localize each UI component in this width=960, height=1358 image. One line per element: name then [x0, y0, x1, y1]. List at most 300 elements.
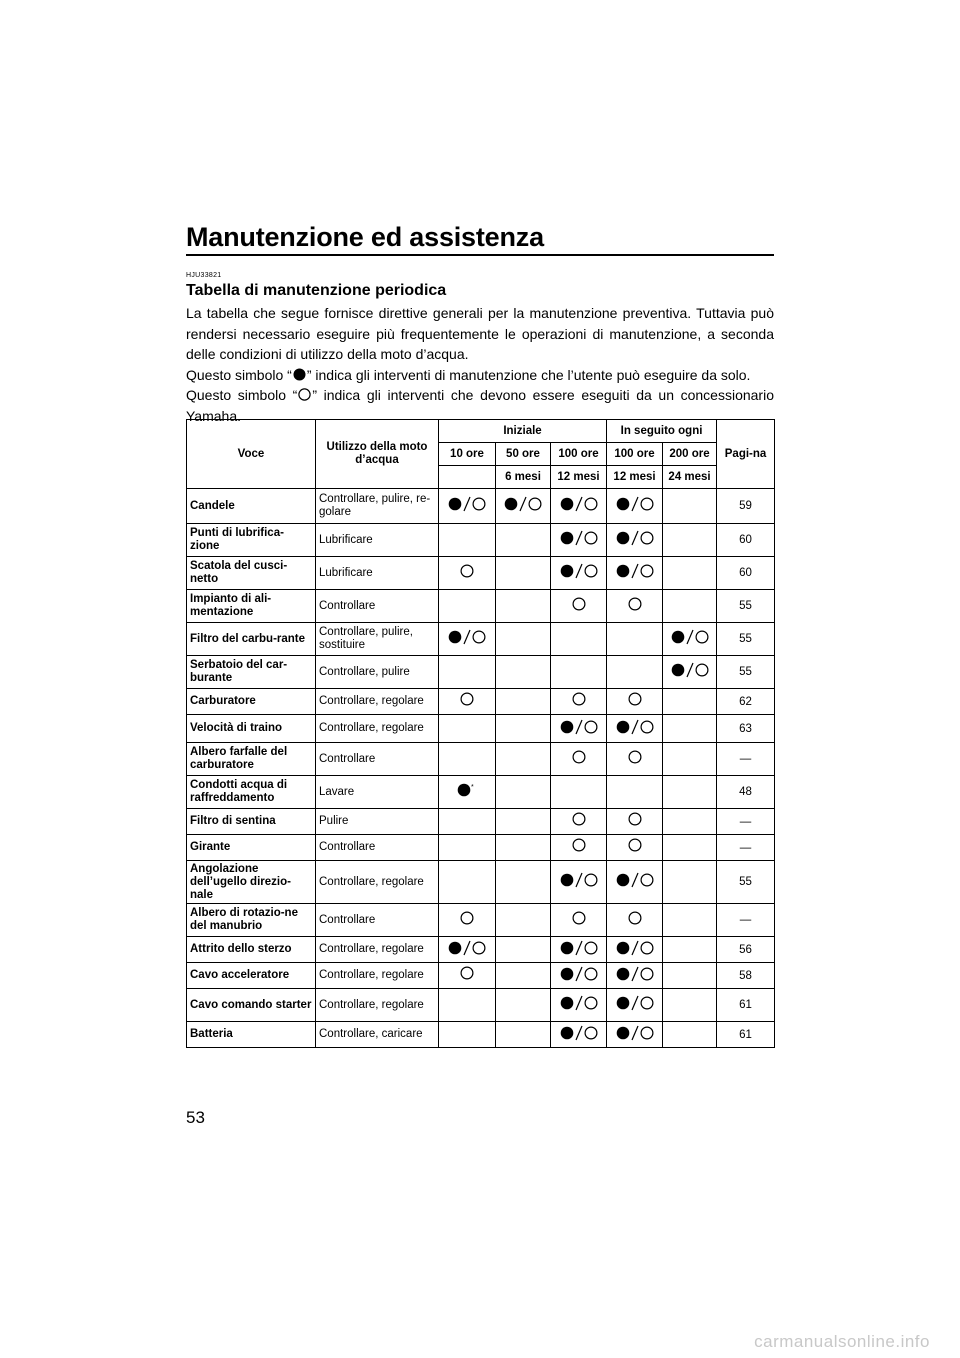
interval-cell: [607, 989, 663, 1022]
table-row: [187, 809, 775, 835]
header-every: In seguito ogni: [607, 420, 717, 443]
item-cell: Albero di rotazio-ne del manubrio: [187, 904, 316, 937]
item-cell: Velocità di traino: [187, 715, 316, 743]
interval-cell: [496, 904, 551, 937]
owner-or-dealer-mark: [560, 940, 598, 956]
table-row: [187, 524, 775, 557]
interval-cell: [496, 656, 551, 689]
open-circle-icon: [472, 497, 486, 511]
header-usage: Utilizzo della moto d’acqua: [316, 420, 439, 489]
page-ref-cell: 48: [717, 776, 775, 809]
open-circle-icon: [584, 564, 598, 578]
intro-paragraph: La tabella che segue fornisce direttive generali per la manutenzione preventiva. Tuttavia può rendersi necessario eseguire più frequentemente le operazioni di manutenzione, a seconda delle condizioni di utilizzo della moto d’acqua.: [186, 305, 774, 362]
interval-cell: [496, 989, 551, 1022]
interval-cell: [551, 809, 607, 835]
table-row: [187, 963, 775, 989]
action-cell: Controllare, pulire, re-golare: [316, 489, 439, 524]
action-cell: Controllare, regolare: [316, 715, 439, 743]
owner-or-dealer-mark: [504, 496, 542, 512]
open-circle-icon: [572, 597, 586, 611]
interval-cell: [439, 489, 496, 524]
table-row: [187, 590, 775, 623]
interval-cell: [496, 524, 551, 557]
page-ref-cell: 60: [717, 524, 775, 557]
open-circle-icon: [628, 812, 642, 826]
slash-separator-icon: [519, 496, 527, 512]
interval-cell: [439, 776, 496, 809]
interval-cell: [607, 623, 663, 656]
interval-cell: [551, 743, 607, 776]
open-circle-icon: [584, 1026, 598, 1040]
item-cell: Candele: [187, 489, 316, 524]
owner-mark-note: [457, 783, 477, 797]
open-circle-icon: [640, 564, 654, 578]
page-ref-cell: 56: [717, 937, 775, 963]
interval-cell: [663, 904, 717, 937]
filled-circle-icon: [560, 720, 574, 734]
interval-cell: [551, 937, 607, 963]
open-circle-icon: [695, 630, 709, 644]
interval-cell: [551, 835, 607, 861]
action-cell: Controllare, regolare: [316, 963, 439, 989]
slash-separator-icon: [575, 1025, 583, 1041]
action-cell: Controllare, caricare: [316, 1022, 439, 1048]
interval-cell: [496, 743, 551, 776]
slash-separator-icon: [686, 629, 694, 645]
slash-separator-icon: [575, 563, 583, 579]
slash-separator-icon: [686, 662, 694, 678]
slash-separator-icon: [631, 966, 639, 982]
item-cell: Scatola del cusci-netto: [187, 557, 316, 590]
slash-separator-icon: [631, 530, 639, 546]
open-circle-icon: [460, 911, 474, 925]
action-cell: Controllare, regolare: [316, 689, 439, 715]
interval-cell: [663, 776, 717, 809]
open-circle-icon: [640, 873, 654, 887]
interval-cell: [496, 590, 551, 623]
open-circle-icon: [584, 497, 598, 511]
filled-circle-icon: [616, 967, 630, 981]
filled-circle-icon: [504, 497, 518, 511]
interval-cell: [496, 623, 551, 656]
interval-cell: [439, 689, 496, 715]
slash-separator-icon: [631, 719, 639, 735]
filled-circle-icon: [560, 941, 574, 955]
open-circle-icon: [640, 996, 654, 1010]
header-item: Voce: [187, 420, 316, 489]
open-circle-icon: [628, 597, 642, 611]
interval-cell: [663, 835, 717, 861]
action-cell: Controllare, regolare: [316, 861, 439, 904]
open-circle-icon: [460, 564, 474, 578]
slash-separator-icon: [575, 940, 583, 956]
filled-circle-icon: [448, 941, 462, 955]
table-row: [187, 989, 775, 1022]
asterisk-icon: [471, 783, 477, 789]
page-ref-cell: —: [717, 809, 775, 835]
table-row: [187, 557, 775, 590]
interval-cell: [663, 689, 717, 715]
open-circle-icon: [572, 692, 586, 706]
table-body: [187, 489, 775, 1048]
owner-or-dealer-mark: [616, 995, 654, 1011]
interval-cell: [551, 715, 607, 743]
interval-cell: [663, 861, 717, 904]
interval-cell: [551, 557, 607, 590]
interval-cell: [551, 963, 607, 989]
open-circle-icon: [572, 838, 586, 852]
interval-cell: [439, 809, 496, 835]
owner-or-dealer-mark: [448, 940, 486, 956]
interval-cell: [496, 1022, 551, 1048]
owner-or-dealer-mark: [560, 563, 598, 579]
interval-cell: [607, 809, 663, 835]
open-circle-icon: [472, 941, 486, 955]
open-circle-icon: [628, 838, 642, 852]
owner-or-dealer-mark: [448, 496, 486, 512]
open-circle-icon: [584, 531, 598, 545]
slash-separator-icon: [631, 995, 639, 1011]
owner-or-dealer-mark: [671, 629, 709, 645]
page-ref-cell: 55: [717, 861, 775, 904]
interval-cell: [496, 937, 551, 963]
interval-cell: [607, 689, 663, 715]
slash-separator-icon: [575, 719, 583, 735]
slash-separator-icon: [575, 995, 583, 1011]
header-hours: 100 ore: [607, 443, 663, 466]
interval-cell: [607, 904, 663, 937]
page-ref-cell: 61: [717, 989, 775, 1022]
filled-circle-icon: [616, 996, 630, 1010]
interval-cell: [439, 715, 496, 743]
interval-cell: [607, 963, 663, 989]
item-cell: Filtro del carbu-rante: [187, 623, 316, 656]
slash-separator-icon: [575, 496, 583, 512]
page-title: Manutenzione ed assistenza: [186, 222, 544, 252]
svg-text:*: *: [471, 783, 474, 789]
interval-cell: [496, 861, 551, 904]
interval-cell: [496, 715, 551, 743]
owner-symbol-note: [186, 365, 774, 386]
header-page: Pagi-na: [717, 420, 775, 489]
header-months: [439, 466, 496, 489]
item-cell: Serbatoio del car-burante: [187, 656, 316, 689]
action-cell: Controllare: [316, 904, 439, 937]
slash-separator-icon: [575, 530, 583, 546]
interval-cell: [551, 489, 607, 524]
interval-cell: [551, 623, 607, 656]
owner-or-dealer-mark: [616, 496, 654, 512]
open-circle-icon: [572, 750, 586, 764]
interval-cell: [607, 1022, 663, 1048]
interval-cell: [607, 937, 663, 963]
owner-or-dealer-mark: [616, 530, 654, 546]
table-row: [187, 623, 775, 656]
owner-or-dealer-mark: [560, 530, 598, 546]
filled-circle-icon: [560, 564, 574, 578]
action-cell: Controllare, regolare: [316, 989, 439, 1022]
interval-cell: [439, 656, 496, 689]
interval-cell: [496, 963, 551, 989]
interval-cell: [496, 835, 551, 861]
owner-or-dealer-mark: [560, 719, 598, 735]
maintenance-table: [186, 419, 775, 1048]
interval-cell: [607, 776, 663, 809]
page-ref-cell: 59: [717, 489, 775, 524]
owner-note-end: ” indica gli interventi di manutenzione che l’utente può eseguire da solo.: [306, 366, 751, 383]
page-ref-cell: —: [717, 835, 775, 861]
interval-cell: [607, 656, 663, 689]
action-cell: Controllare, pulire: [316, 656, 439, 689]
filled-circle-icon: [448, 630, 462, 644]
action-cell: Controllare: [316, 835, 439, 861]
page-ref-cell: 60: [717, 557, 775, 590]
page-ref-cell: —: [717, 743, 775, 776]
slash-separator-icon: [463, 940, 471, 956]
open-circle-icon: [460, 966, 474, 980]
header-hours: 10 ore: [439, 443, 496, 466]
open-circle-icon: [572, 911, 586, 925]
header-initial: Iniziale: [439, 420, 607, 443]
open-circle-icon: [572, 812, 586, 826]
filled-circle-icon: [616, 720, 630, 734]
filled-circle-icon: [560, 967, 574, 981]
owner-note-start: Questo simbolo “: [186, 366, 292, 383]
open-circle-icon: [695, 663, 709, 677]
interval-cell: [439, 524, 496, 557]
item-cell: Impianto di ali-mentazione: [187, 590, 316, 623]
owner-or-dealer-mark: [616, 563, 654, 579]
header-months: 12 mesi: [607, 466, 663, 489]
filled-circle-icon: [457, 783, 471, 797]
interval-cell: [663, 937, 717, 963]
page-ref-cell: 63: [717, 715, 775, 743]
interval-cell: [663, 623, 717, 656]
filled-circle-icon: [616, 497, 630, 511]
item-cell: Carburatore: [187, 689, 316, 715]
watermark: carmanualsonline.info: [754, 1332, 930, 1351]
table-row: [187, 715, 775, 743]
owner-or-dealer-mark: [560, 1025, 598, 1041]
interval-cell: [551, 590, 607, 623]
page-ref-cell: —: [717, 904, 775, 937]
interval-cell: [663, 656, 717, 689]
interval-cell: [663, 557, 717, 590]
interval-cell: [551, 689, 607, 715]
interval-cell: [663, 743, 717, 776]
filled-circle-icon: [616, 941, 630, 955]
header-hours: 100 ore: [551, 443, 607, 466]
item-cell: Filtro di sentina: [187, 809, 316, 835]
interval-cell: [439, 989, 496, 1022]
interval-cell: [663, 989, 717, 1022]
header-months: 24 mesi: [663, 466, 717, 489]
filled-circle-icon: [616, 564, 630, 578]
filled-circle-icon: [293, 368, 306, 381]
item-cell: Attrito dello sterzo: [187, 937, 316, 963]
interval-cell: [496, 557, 551, 590]
table-row: [187, 861, 775, 904]
owner-or-dealer-mark: [560, 496, 598, 512]
filled-circle-icon: [560, 531, 574, 545]
item-cell: Angolazione dell’ugello direzio-nale: [187, 861, 316, 904]
filled-circle-icon: [560, 996, 574, 1010]
table-row: [187, 743, 775, 776]
slash-separator-icon: [575, 872, 583, 888]
interval-cell: [663, 809, 717, 835]
page-ref-cell: 58: [717, 963, 775, 989]
interval-cell: [551, 1022, 607, 1048]
page-ref-cell: 55: [717, 656, 775, 689]
interval-cell: [607, 590, 663, 623]
open-circle-icon: [628, 750, 642, 764]
item-cell: Condotti acqua di raffreddamento: [187, 776, 316, 809]
open-circle-icon: [640, 531, 654, 545]
interval-cell: [607, 489, 663, 524]
page-ref-cell: 55: [717, 590, 775, 623]
open-circle-icon: [640, 497, 654, 511]
interval-cell: [551, 524, 607, 557]
open-circle-icon: [640, 1026, 654, 1040]
table-row: [187, 689, 775, 715]
interval-cell: [496, 489, 551, 524]
owner-or-dealer-mark: [560, 872, 598, 888]
slash-separator-icon: [631, 940, 639, 956]
interval-cell: [663, 1022, 717, 1048]
open-circle-icon: [628, 911, 642, 925]
interval-cell: [439, 904, 496, 937]
header-hours: 200 ore: [663, 443, 717, 466]
interval-cell: [663, 524, 717, 557]
table-row: [187, 776, 775, 809]
filled-circle-icon: [671, 630, 685, 644]
interval-cell: [439, 963, 496, 989]
table-row: [187, 835, 775, 861]
filled-circle-icon: [671, 663, 685, 677]
dealer-note-start: Questo simbolo “: [186, 387, 298, 403]
section-code: HJU33821: [186, 272, 222, 279]
interval-cell: [607, 715, 663, 743]
header-months: 6 mesi: [496, 466, 551, 489]
page-ref-cell: 61: [717, 1022, 775, 1048]
owner-or-dealer-mark: [616, 872, 654, 888]
filled-circle-icon: [560, 1026, 574, 1040]
slash-separator-icon: [631, 1025, 639, 1041]
interval-cell: [551, 904, 607, 937]
interval-cell: [551, 861, 607, 904]
open-circle-icon: [584, 720, 598, 734]
header-row-1: [187, 420, 775, 443]
owner-or-dealer-mark: [560, 966, 598, 982]
interval-cell: [439, 937, 496, 963]
interval-cell: [439, 861, 496, 904]
filled-circle-icon: [560, 873, 574, 887]
filled-circle-icon: [616, 873, 630, 887]
action-cell: Controllare, pulire, sostituire: [316, 623, 439, 656]
section-title: Tabella di manutenzione periodica: [186, 282, 447, 299]
action-cell: Controllare: [316, 590, 439, 623]
open-circle-icon: [460, 692, 474, 706]
action-cell: Lubrificare: [316, 524, 439, 557]
item-cell: Batteria: [187, 1022, 316, 1048]
header-hours: 50 ore: [496, 443, 551, 466]
slash-separator-icon: [463, 629, 471, 645]
intro-text: [186, 303, 774, 426]
slash-separator-icon: [631, 496, 639, 512]
open-circle-icon: [584, 873, 598, 887]
interval-cell: [607, 861, 663, 904]
open-circle-icon: [584, 996, 598, 1010]
interval-cell: [439, 557, 496, 590]
open-circle-icon: [640, 720, 654, 734]
interval-cell: [439, 835, 496, 861]
interval-cell: [551, 776, 607, 809]
open-circle-icon: [628, 692, 642, 706]
interval-cell: [607, 835, 663, 861]
interval-cell: [496, 689, 551, 715]
open-circle-icon: [640, 967, 654, 981]
interval-cell: [663, 963, 717, 989]
page-ref-cell: 62: [717, 689, 775, 715]
slash-separator-icon: [463, 496, 471, 512]
interval-cell: [496, 809, 551, 835]
table-row: [187, 904, 775, 937]
page-ref-cell: 55: [717, 623, 775, 656]
interval-cell: [607, 743, 663, 776]
action-cell: Controllare, regolare: [316, 937, 439, 963]
slash-separator-icon: [631, 872, 639, 888]
open-circle-icon: [584, 967, 598, 981]
item-cell: Cavo comando starter: [187, 989, 316, 1022]
item-cell: Girante: [187, 835, 316, 861]
open-circle-icon: [472, 630, 486, 644]
item-cell: Albero farfalle del carburatore: [187, 743, 316, 776]
open-circle-icon: [640, 941, 654, 955]
table-row: [187, 656, 775, 689]
table-row: [187, 1022, 775, 1048]
interval-cell: [551, 656, 607, 689]
interval-cell: [439, 623, 496, 656]
table-row: [187, 489, 775, 524]
action-cell: Lubrificare: [316, 557, 439, 590]
open-circle-icon: [584, 941, 598, 955]
open-circle-icon: [528, 497, 542, 511]
owner-or-dealer-mark: [616, 966, 654, 982]
interval-cell: [607, 557, 663, 590]
filled-circle-icon: [616, 531, 630, 545]
interval-cell: [607, 524, 663, 557]
action-cell: Lavare: [316, 776, 439, 809]
item-cell: Punti di lubrifica-zione: [187, 524, 316, 557]
owner-or-dealer-mark: [448, 629, 486, 645]
filled-circle-icon: [616, 1026, 630, 1040]
interval-cell: [439, 590, 496, 623]
item-cell: Cavo acceleratore: [187, 963, 316, 989]
filled-circle-icon: [560, 497, 574, 511]
interval-cell: [439, 743, 496, 776]
owner-or-dealer-mark: [671, 662, 709, 678]
action-cell: Controllare: [316, 743, 439, 776]
interval-cell: [663, 590, 717, 623]
filled-circle-icon: [448, 497, 462, 511]
header-months: 12 mesi: [551, 466, 607, 489]
slash-separator-icon: [575, 966, 583, 982]
interval-cell: [496, 776, 551, 809]
title-rule: [186, 254, 774, 256]
interval-cell: [439, 1022, 496, 1048]
slash-separator-icon: [631, 563, 639, 579]
table-row: [187, 937, 775, 963]
